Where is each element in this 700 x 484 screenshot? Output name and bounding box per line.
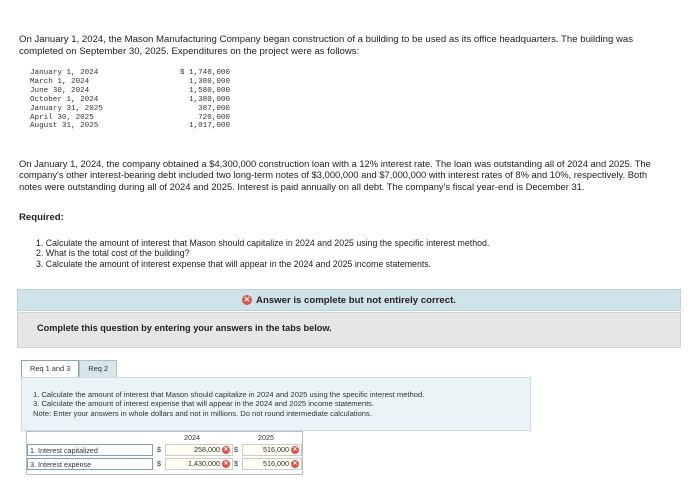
row-label-interest-capitalized: 1. Interest capitalized	[27, 444, 153, 456]
cell-value: 1,430,000	[188, 459, 220, 468]
expenditure-row	[30, 78, 230, 87]
interest-capitalized-2024-input[interactable]	[165, 444, 233, 456]
requirement-item: 2. What is the total cost of the building?	[36, 248, 190, 259]
requirement-item: 1. Calculate the amount of interest that Mason should capitalize in 2024 and 2025 using the specific interest method.	[36, 238, 490, 248]
expenditure-amount: 387,000	[198, 104, 230, 113]
required-heading: Required:	[19, 212, 64, 223]
instruction-text: Complete this question by entering your answers in the tabs below.	[37, 323, 332, 333]
requirement-item: 3. Calculate the amount of interest expense that will appear in the 2024 and 2025 income statements.	[36, 258, 432, 269]
column-header-2024: 2024	[184, 433, 200, 442]
tab-req-1-and-3[interactable]: Req 1 and 3	[21, 360, 79, 378]
row-label-interest-expense: 3. Interest expense	[27, 458, 153, 470]
loan-details: On January 1, 2024, the company obtained a $4,300,000 construction loan with a 12% interest rate. The loan was outstanding all of 2024 and 2025. The company's other interest-bearing debt included two long-term notes of $3,000,000 and $7,000,000 with interest rates of 8% and 10%, respectively. Both notes were outstanding during all of 2024 and 2025. Interest is paid annually on all debt. The company's fiscal year-end is December 31.	[19, 158, 651, 192]
panel-note: Note: Enter your answers in whole dollars and not in millions. Do not round intermediate calculations.	[33, 408, 372, 418]
panel-line: 1. Calculate the amount of interest that Mason should capitalize in 2024 and 2025 using the specific interest method.	[33, 390, 425, 399]
requirements-list	[36, 238, 489, 269]
expenditure-date: June 30, 2024	[30, 86, 90, 95]
x-circle-icon: ✕	[223, 461, 229, 467]
x-circle-icon: ✕	[292, 447, 298, 453]
currency-symbol: $	[234, 445, 238, 454]
expenditure-date: October 1, 2024	[30, 95, 99, 104]
expenditure-date: April 30, 2025	[30, 113, 94, 122]
expenditure-date: March 1, 2024	[30, 77, 90, 86]
cell-value: 258,000	[194, 445, 220, 454]
expenditure-row	[30, 114, 230, 123]
expenditure-date: January 31, 2025	[30, 104, 103, 113]
interest-capitalized-2025-input[interactable]	[242, 444, 302, 456]
interest-expense-2024-input[interactable]	[165, 458, 233, 470]
interest-expense-2025-input[interactable]	[242, 458, 302, 470]
expenditure-amount: 1,380,000	[188, 95, 230, 104]
expenditure-amount: 1,380,000	[188, 77, 230, 86]
expenditure-date: August 31, 2025	[30, 122, 99, 131]
expenditure-row	[30, 96, 230, 105]
problem-intro: On January 1, 2024, the Mason Manufacturing Company began construction of a building to be used as its office headquarters. The building was completed on September 30, 2025. Expenditures on the project were as follows:	[19, 34, 634, 58]
x-circle-icon: ✕	[243, 295, 251, 304]
expenditure-amount: 720,000	[198, 113, 230, 122]
expenditure-row	[30, 105, 230, 114]
expenditures-table	[30, 69, 230, 131]
expenditure-row	[30, 69, 230, 78]
answer-status-banner	[17, 289, 681, 311]
expenditure-row	[30, 87, 230, 96]
expenditure-amount: 1,017,000	[188, 122, 230, 131]
column-header-2025: 2025	[258, 433, 274, 442]
cell-value: 516,000	[263, 445, 289, 454]
currency-symbol: $	[157, 459, 161, 468]
expenditure-amount: 1,580,000	[188, 86, 230, 95]
currency-symbol: $	[157, 445, 161, 454]
panel-instructions	[33, 390, 424, 418]
expenditure-row	[30, 122, 230, 131]
cell-value: 516,000	[263, 459, 289, 468]
instruction-bar	[17, 312, 681, 348]
x-circle-icon: ✕	[292, 461, 298, 467]
answer-grid	[26, 431, 303, 475]
answer-status-text: Answer is complete but not entirely correct.	[256, 294, 456, 306]
panel-line: 3. Calculate the amount of interest expense that will appear in the 2024 and 2025 income statements.	[33, 399, 375, 409]
expenditure-date: January 1, 2024	[30, 69, 99, 77]
currency-symbol: $	[234, 459, 238, 468]
tab-req-2[interactable]: Req 2	[79, 360, 117, 378]
x-circle-icon: ✕	[223, 447, 229, 453]
expenditure-amount: $ 1,740,000	[179, 69, 230, 77]
tab-bar	[21, 360, 117, 378]
